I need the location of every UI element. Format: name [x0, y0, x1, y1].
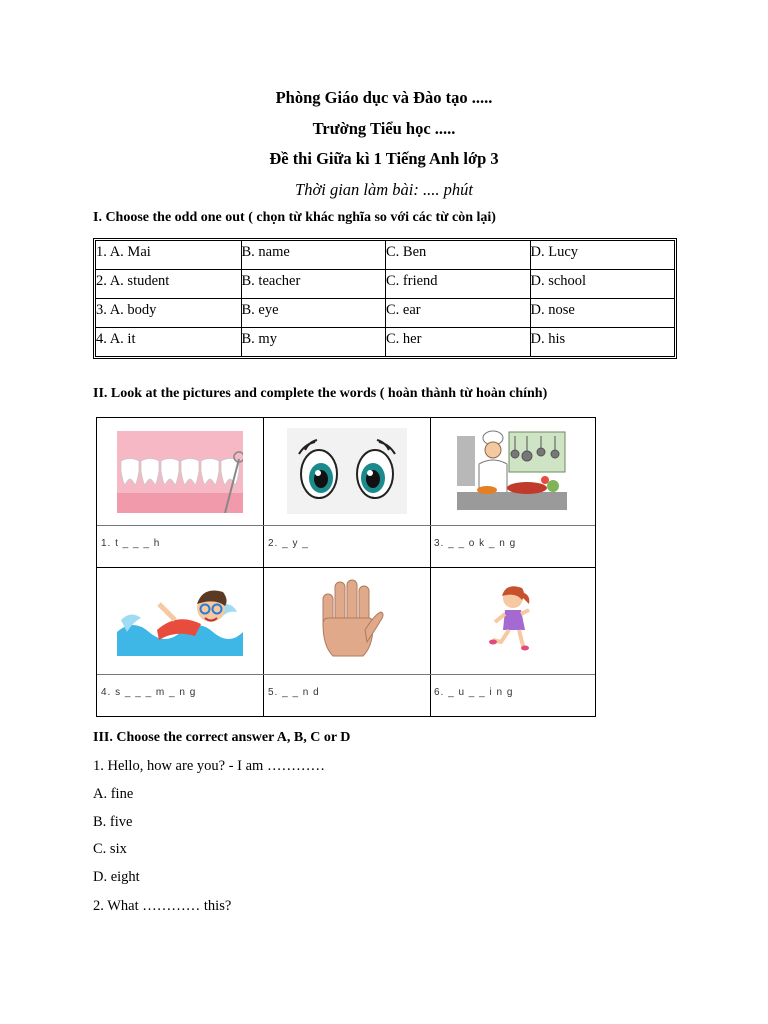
answer-option: B. five	[93, 814, 133, 830]
table-cell: 4. A. it	[96, 331, 136, 347]
hand-picture	[309, 578, 385, 667]
part2-title: II. Look at the pictures and complete the words ( hoàn thành từ hoàn chính)	[93, 386, 548, 401]
header-exam-title: Đề thi Giữa kì 1 Tiếng Anh lớp 3	[269, 149, 499, 168]
table-cell: D. nose	[530, 299, 675, 327]
header-school: Trường Tiểu học .....	[312, 119, 456, 138]
part1-title: I. Choose the odd one out ( chọn từ khác nghĩa so với các từ còn lại)	[93, 210, 496, 225]
table-row	[95, 298, 675, 328]
table-cell: C. ear	[385, 299, 530, 327]
table-cell: C. friend	[385, 270, 530, 298]
picture-label: 4. s _ _ _ m _ n g	[101, 687, 197, 698]
eyes-picture	[287, 428, 407, 519]
table-cell: B. my	[241, 328, 386, 356]
picture-label: 1. t _ _ _ h	[101, 538, 161, 549]
header-time: Thời gian làm bài: .... phút	[295, 180, 473, 199]
table-row	[95, 269, 675, 299]
part3-title: III. Choose the correct answer A, B, C or D	[93, 730, 351, 745]
answer-option: C. six	[93, 841, 127, 857]
picture-grid	[96, 417, 596, 717]
table-cell: C. Ben	[385, 241, 530, 269]
picture-label: 5. _ _ n d	[268, 687, 320, 698]
picture-label: 3. _ _ o k _ n g	[434, 538, 517, 549]
picture-label: 6. _ u _ _ i n g	[434, 687, 514, 698]
table-cell: D. Lucy	[530, 241, 675, 269]
odd-one-out-table	[93, 238, 677, 359]
table-cell: B. name	[241, 241, 386, 269]
table-cell: B. teacher	[241, 270, 386, 298]
swimming-girl-picture	[117, 580, 243, 661]
table-row	[95, 327, 675, 357]
table-cell: D. his	[530, 328, 675, 356]
table-cell: 2. A. student	[96, 273, 170, 289]
header-department: Phòng Giáo dục và Đào tạo .....	[275, 88, 493, 107]
table-cell: B. eye	[241, 299, 386, 327]
table-cell: 1. A. Mai	[96, 244, 151, 260]
table-cell: 3. A. body	[96, 302, 157, 318]
table-cell: D. school	[530, 270, 675, 298]
answer-option: A. fine	[93, 786, 134, 802]
table-row	[95, 240, 675, 270]
teeth-picture	[117, 431, 243, 518]
answer-option: D. eight	[93, 869, 140, 885]
question-2: 2. What ………… this?	[93, 898, 232, 914]
picture-label: 2. _ y _	[268, 538, 309, 549]
chef-cooking-picture	[457, 430, 567, 515]
question-1: 1. Hello, how are you? - I am …………	[93, 758, 325, 774]
running-girl-picture	[487, 584, 535, 659]
table-cell: C. her	[385, 328, 530, 356]
